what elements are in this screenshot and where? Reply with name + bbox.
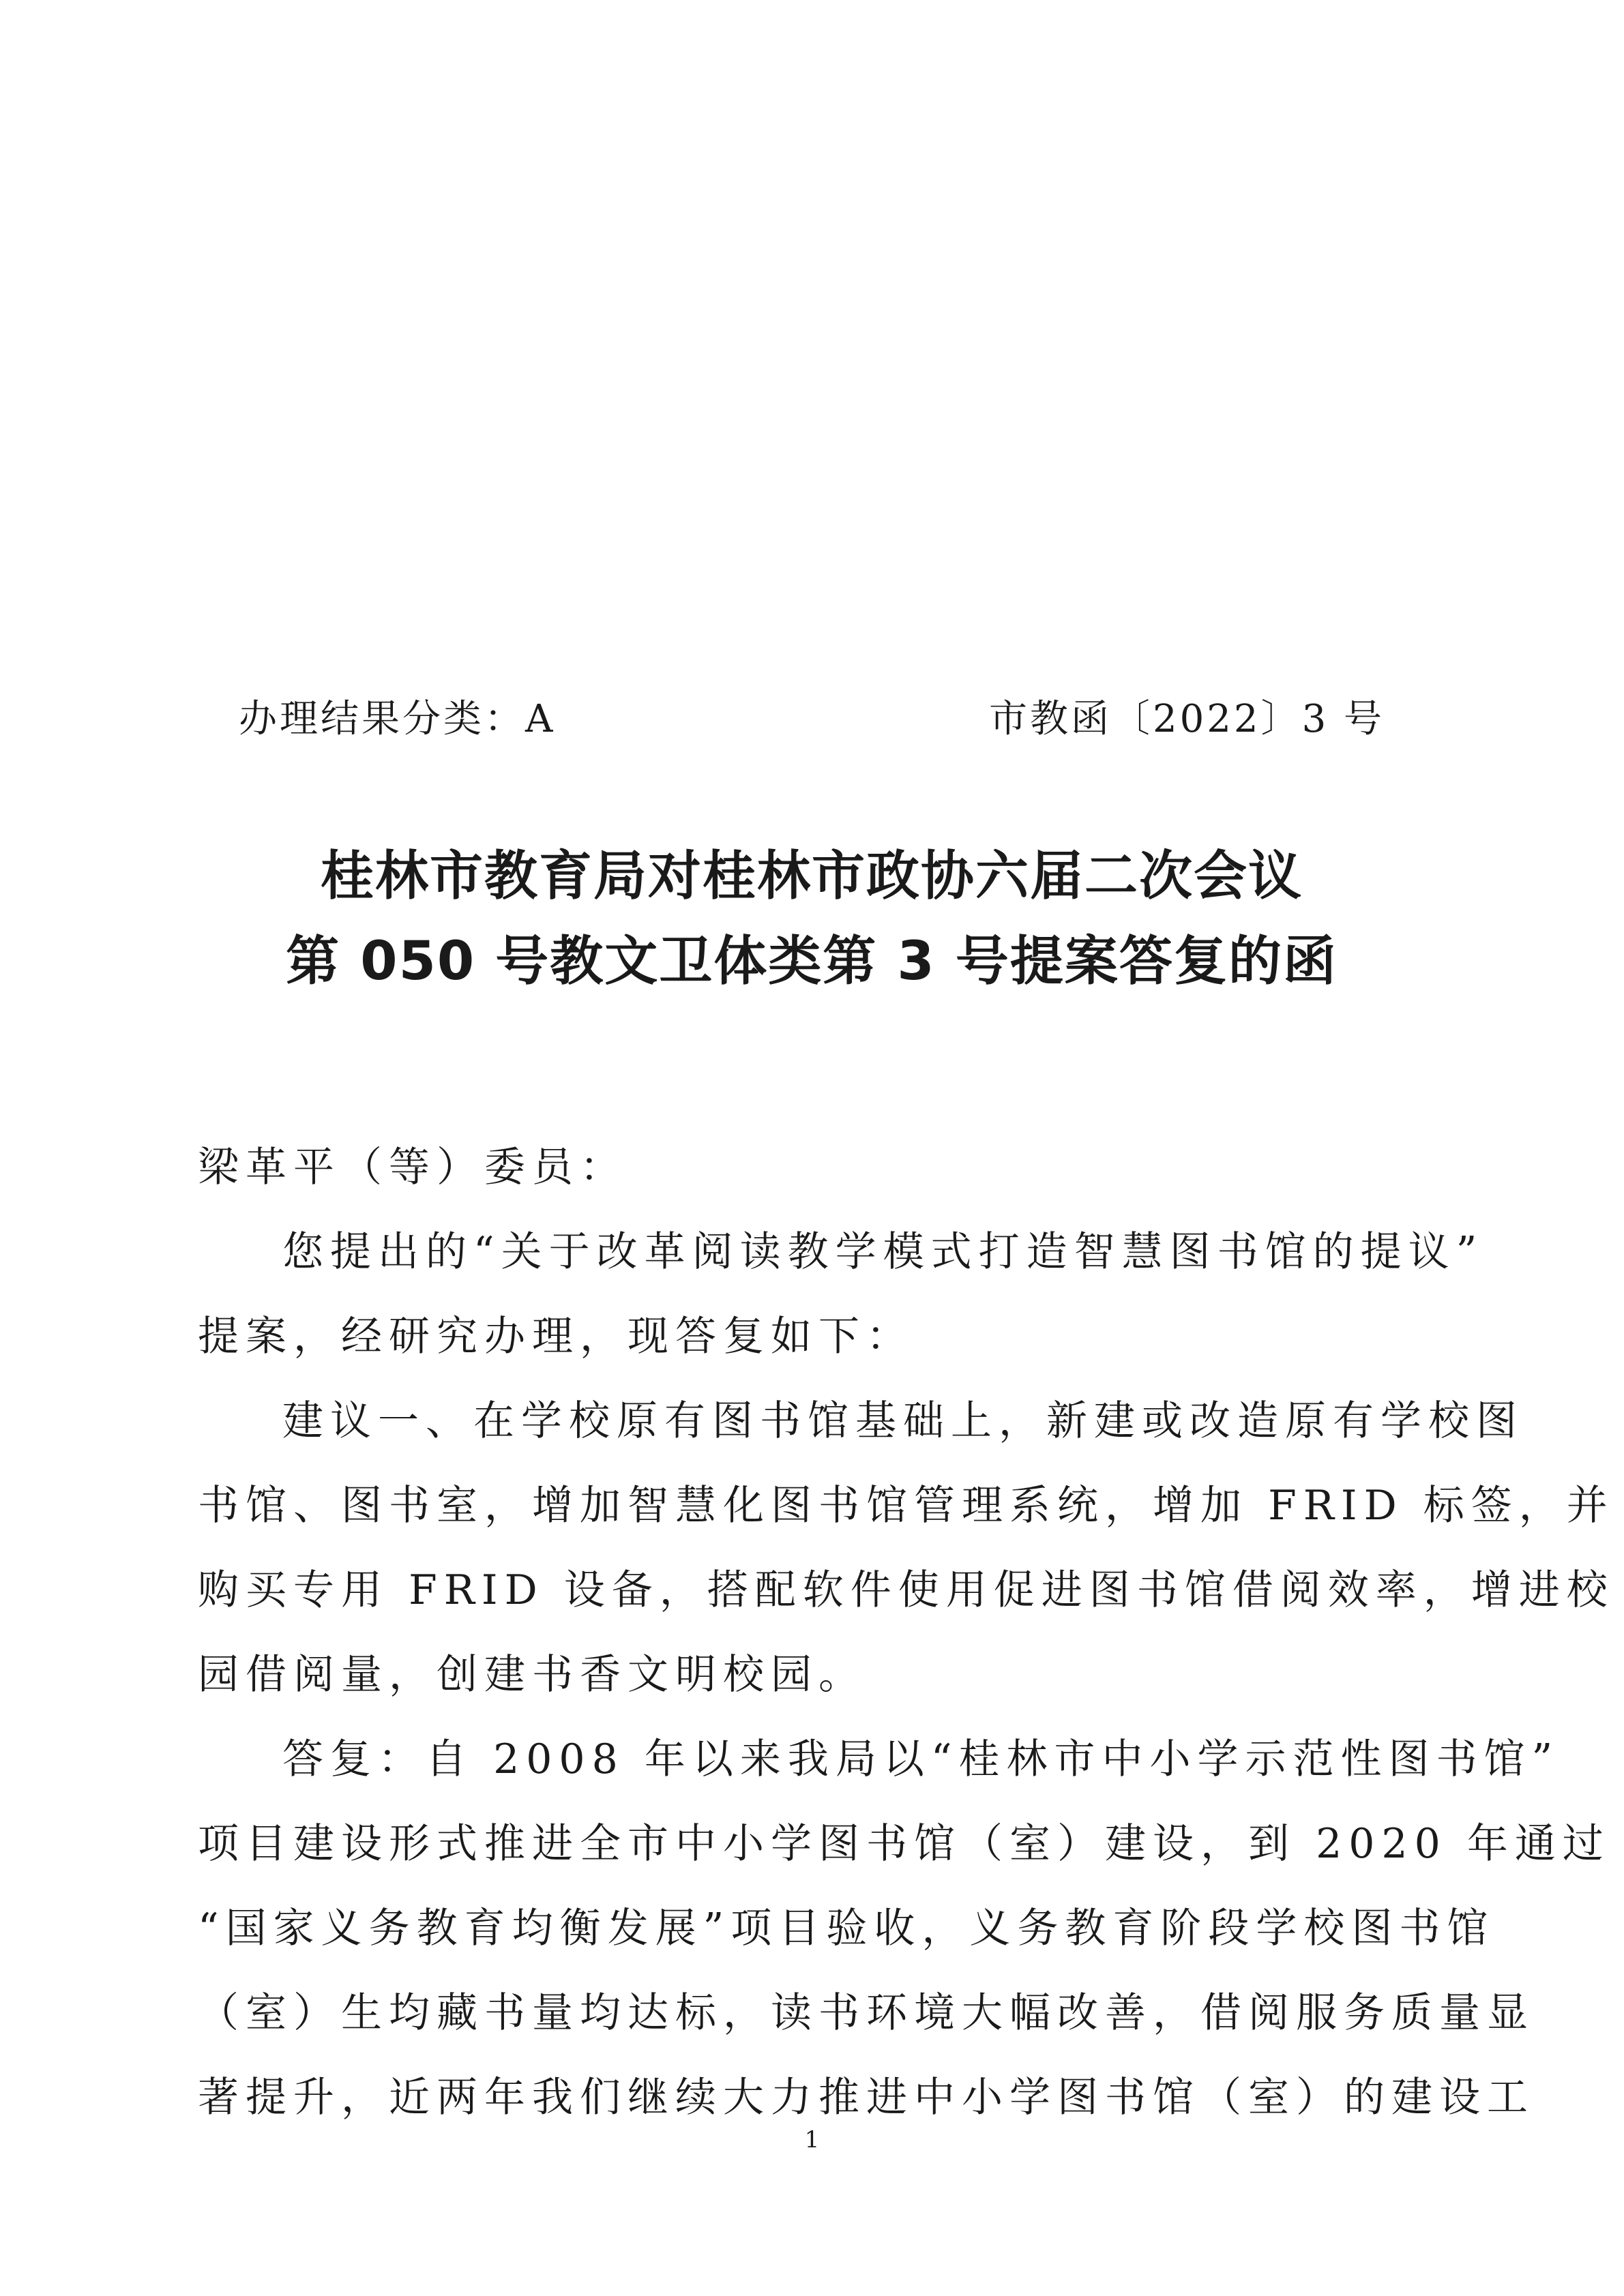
body-line: 建议一、在学校原有图书馆基础上，新建或改造原有学校图 [282, 1397, 1524, 1445]
page-number: 1 [804, 2126, 820, 2153]
body-line: 书馆、图书室，增加智慧化图书馆管理系统，增加 FRID 标签，并 [198, 1482, 1614, 1530]
body-line: 著提升，近两年我们继续大力推进中小学图书馆（室）的建设工 [198, 2074, 1535, 2121]
salutation: 梁革平（等）委员： [198, 1144, 628, 1191]
document-title-line-1: 桂林市教育局对桂林市政协六届二次会议 [320, 846, 1303, 907]
body-line: （室）生均藏书量均达标，读书环境大幅改善，借阅服务质量显 [198, 1989, 1535, 2037]
body-line: 购买专用 FRID 设备，搭配软件使用促进图书馆借阅效率，增进校 [198, 1566, 1614, 1614]
body-line: 答复：自 2008 年以来我局以“桂林市中小学示范性图书馆” [282, 1735, 1560, 1783]
document-title-line-2: 第 050 号教文卫体类第 3 号提案答复的函 [286, 931, 1338, 992]
body-line: 提案，经研究办理，现答复如下： [198, 1313, 914, 1360]
body-line: 园借阅量，创建书香文明校园。 [198, 1651, 866, 1699]
document-meta-row [239, 692, 1385, 747]
body-line: 项目建设形式推进全市中小学图书馆（室）建设，到 2020 年通过 [198, 1820, 1610, 1868]
result-category: 办理结果分类：A [239, 697, 556, 741]
body-line: “国家义务教育均衡发展”项目验收，义务教育阶段学校图书馆 [198, 1905, 1495, 1952]
document-number: 市教函〔2022〕3 号 [989, 697, 1385, 741]
body-line: 您提出的“关于改革阅读教学模式打造智慧图书馆的提议” [282, 1228, 1484, 1276]
